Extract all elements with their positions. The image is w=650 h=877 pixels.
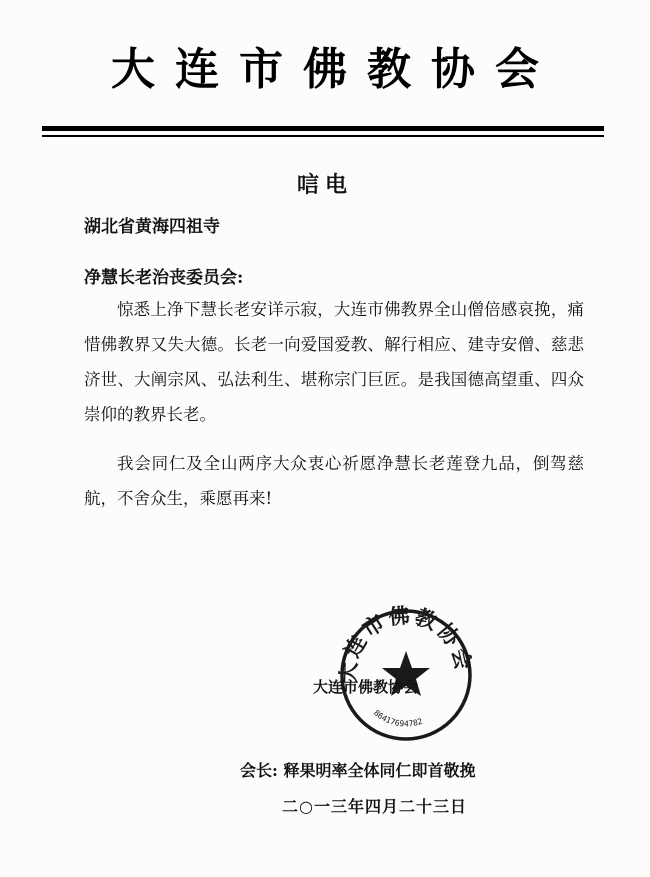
sender-organization: 大连市佛教协会 — [313, 678, 419, 696]
addressee-committee: 净慧长老治丧委员会: — [84, 268, 244, 288]
letterhead-rule-thin — [42, 135, 604, 137]
signature-line: 会长: 释果明率全体同仁即首敬挽 — [240, 761, 476, 780]
document-title: 唁电 — [296, 172, 353, 198]
document-date: 二○一三年四月二十三日 — [282, 797, 467, 816]
body-paragraph-1: 惊悉上净下慧长老安详示寂，大连市佛教界全山僧倍感哀挽，痛惜佛教界又失大德。长老一向爱国爱教、解行相应、建寺安僧、慈悲济世、大阐宗风、弘法利生、堪称宗门巨匠。是我国德高望重、四众崇仰的教界长老。 — [84, 300, 584, 424]
letterhead-rule-thick — [42, 126, 604, 131]
seal-graphic — [336, 605, 476, 745]
seal-arc-text: 大连市佛教协会 — [336, 605, 476, 684]
official-seal — [336, 605, 476, 745]
letterhead-title: 大连市佛教协会 — [111, 44, 559, 95]
addressee-temple: 湖北省黄海四祖寺 — [84, 217, 220, 237]
seal-serial-number: 86417694782 — [371, 708, 424, 729]
body-paragraph-2: 我会同仁及全山两序大众衷心祈愿净慧长老莲登九品，倒驾慈航，不舍众生，乘愿再来! — [84, 454, 584, 508]
